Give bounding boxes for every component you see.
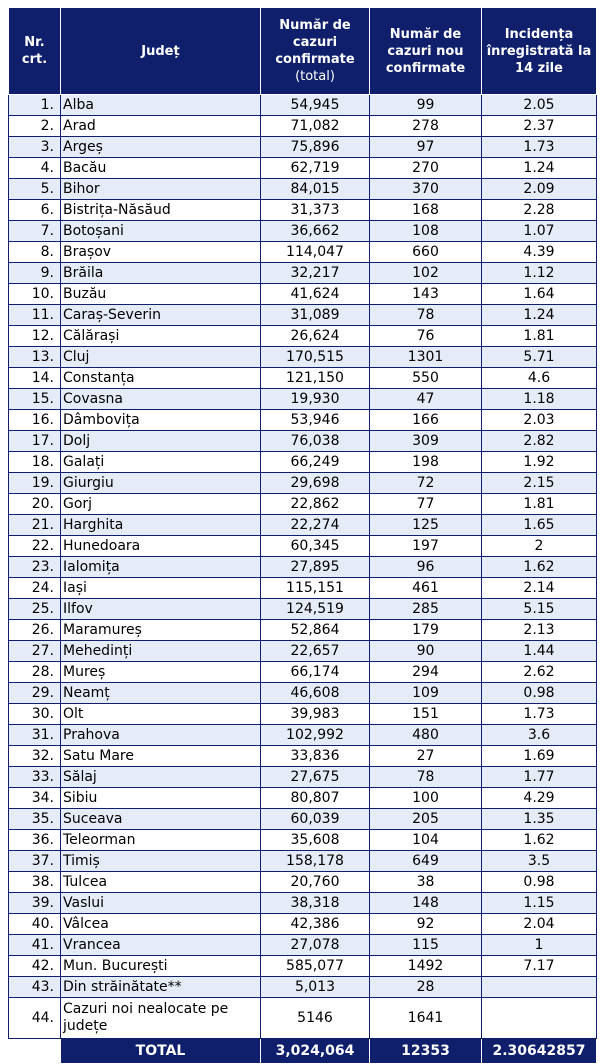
row-nr: 19.: [9, 473, 61, 494]
header-confirmate-sub: (total): [295, 69, 335, 84]
row-nr: 5.: [9, 179, 61, 200]
row-noi: 143: [370, 284, 482, 305]
table-row: [9, 977, 597, 998]
row-total: 5146: [261, 998, 370, 1039]
row-nr: 13.: [9, 347, 61, 368]
row-noi: 90: [370, 641, 482, 662]
row-judet: Bihor: [61, 179, 261, 200]
row-total: 46,608: [261, 683, 370, 704]
row-total: 22,862: [261, 494, 370, 515]
table-row: [9, 998, 597, 1039]
row-total: 31,373: [261, 200, 370, 221]
table-row: [9, 746, 597, 767]
row-nr: 40.: [9, 914, 61, 935]
row-nr: 22.: [9, 536, 61, 557]
table-row: [9, 767, 597, 788]
row-nr: 18.: [9, 452, 61, 473]
row-nr: 8.: [9, 242, 61, 263]
row-noi: 97: [370, 137, 482, 158]
row-judet: Caraș-Severin: [61, 305, 261, 326]
row-incidenta: 2.82: [482, 431, 597, 452]
row-total: 80,807: [261, 788, 370, 809]
row-incidenta: 2.03: [482, 410, 597, 431]
table-row: [9, 452, 597, 473]
total-blank-cell: [9, 1039, 61, 1064]
row-noi: 115: [370, 935, 482, 956]
row-judet: Maramureș: [61, 620, 261, 641]
row-incidenta: 1.15: [482, 893, 597, 914]
row-incidenta: 2.04: [482, 914, 597, 935]
row-nr: 42.: [9, 956, 61, 977]
row-judet: Covasna: [61, 389, 261, 410]
row-nr: 17.: [9, 431, 61, 452]
row-incidenta: 1.62: [482, 830, 597, 851]
row-nr: 32.: [9, 746, 61, 767]
row-total: 39,983: [261, 704, 370, 725]
row-incidenta: 2.15: [482, 473, 597, 494]
row-total: 114,047: [261, 242, 370, 263]
row-total: 41,624: [261, 284, 370, 305]
row-judet: Dolj: [61, 431, 261, 452]
row-noi: 102: [370, 263, 482, 284]
row-noi: 104: [370, 830, 482, 851]
table-row: [9, 683, 597, 704]
row-judet: Gorj: [61, 494, 261, 515]
row-incidenta: 1.24: [482, 305, 597, 326]
row-judet: Brăila: [61, 263, 261, 284]
row-noi: 1492: [370, 956, 482, 977]
row-noi: 480: [370, 725, 482, 746]
row-total: 75,896: [261, 137, 370, 158]
row-total: 60,345: [261, 536, 370, 557]
row-judet: Galați: [61, 452, 261, 473]
table-row: [9, 725, 597, 746]
table-row: [9, 116, 597, 137]
table-row: [9, 368, 597, 389]
row-noi: 38: [370, 872, 482, 893]
table-row: [9, 95, 597, 116]
row-judet: Botoșani: [61, 221, 261, 242]
row-noi: 100: [370, 788, 482, 809]
row-noi: 148: [370, 893, 482, 914]
row-incidenta: 2.13: [482, 620, 597, 641]
row-incidenta: 4.39: [482, 242, 597, 263]
table-row: [9, 704, 597, 725]
header-nr: Nr. crt.: [9, 8, 61, 95]
row-incidenta: 3.6: [482, 725, 597, 746]
table-row: [9, 893, 597, 914]
header-confirmate: [261, 8, 370, 95]
row-total: 32,217: [261, 263, 370, 284]
row-judet: Din străinătate**: [61, 977, 261, 998]
row-incidenta: 2.14: [482, 578, 597, 599]
row-judet: Ilfov: [61, 599, 261, 620]
row-noi: 278: [370, 116, 482, 137]
row-judet: Constanța: [61, 368, 261, 389]
row-judet: Cluj: [61, 347, 261, 368]
row-nr: 33.: [9, 767, 61, 788]
row-total: 170,515: [261, 347, 370, 368]
row-noi: 179: [370, 620, 482, 641]
row-total: 115,151: [261, 578, 370, 599]
row-noi: 461: [370, 578, 482, 599]
row-judet: Satu Mare: [61, 746, 261, 767]
row-judet: Vâlcea: [61, 914, 261, 935]
row-incidenta: 2.09: [482, 179, 597, 200]
row-noi: 168: [370, 200, 482, 221]
row-noi: 660: [370, 242, 482, 263]
table-row: [9, 494, 597, 515]
table-row: [9, 158, 597, 179]
header-confirmate-label: Număr de cazuri confirmate: [275, 18, 355, 67]
row-noi: 77: [370, 494, 482, 515]
row-nr: 34.: [9, 788, 61, 809]
row-noi: 166: [370, 410, 482, 431]
row-noi: 151: [370, 704, 482, 725]
row-noi: 125: [370, 515, 482, 536]
row-nr: 3.: [9, 137, 61, 158]
row-incidenta: 1.65: [482, 515, 597, 536]
covid-cases-table: [8, 7, 597, 1064]
row-judet: Mureș: [61, 662, 261, 683]
row-judet: Giurgiu: [61, 473, 261, 494]
row-incidenta: 2.05: [482, 95, 597, 116]
row-judet: Suceava: [61, 809, 261, 830]
table-row: [9, 788, 597, 809]
row-noi: 28: [370, 977, 482, 998]
row-noi: 550: [370, 368, 482, 389]
row-judet: Ialomița: [61, 557, 261, 578]
table-header-row: [9, 8, 597, 95]
row-noi: 78: [370, 767, 482, 788]
table-row: [9, 956, 597, 977]
header-judet: Județ: [61, 8, 261, 95]
table-row: [9, 347, 597, 368]
row-noi: 109: [370, 683, 482, 704]
header-incidenta: Incidența înregistrată la 14 zile: [482, 8, 597, 95]
row-nr: 9.: [9, 263, 61, 284]
table-row: [9, 263, 597, 284]
total-confirmate: 3,024,064: [261, 1039, 370, 1064]
row-nr: 7.: [9, 221, 61, 242]
row-incidenta: 7.17: [482, 956, 597, 977]
row-incidenta: 1.18: [482, 389, 597, 410]
row-incidenta: 1.64: [482, 284, 597, 305]
row-noi: 47: [370, 389, 482, 410]
table-row: [9, 557, 597, 578]
row-nr: 25.: [9, 599, 61, 620]
row-nr: 30.: [9, 704, 61, 725]
row-nr: 43.: [9, 977, 61, 998]
table-row: [9, 872, 597, 893]
row-total: 35,608: [261, 830, 370, 851]
row-judet: Alba: [61, 95, 261, 116]
row-incidenta: 1: [482, 935, 597, 956]
table-row: [9, 284, 597, 305]
row-noi: 1301: [370, 347, 482, 368]
row-incidenta: 1.73: [482, 137, 597, 158]
table-row: [9, 179, 597, 200]
row-total: 60,039: [261, 809, 370, 830]
table-row: [9, 389, 597, 410]
table-row: [9, 242, 597, 263]
row-nr: 23.: [9, 557, 61, 578]
row-noi: 370: [370, 179, 482, 200]
row-noi: 285: [370, 599, 482, 620]
table-row: [9, 830, 597, 851]
row-total: 54,945: [261, 95, 370, 116]
row-nr: 15.: [9, 389, 61, 410]
row-noi: 72: [370, 473, 482, 494]
row-incidenta: 2.28: [482, 200, 597, 221]
row-noi: 1641: [370, 998, 482, 1039]
row-nr: 27.: [9, 641, 61, 662]
row-total: 62,719: [261, 158, 370, 179]
table-row: [9, 515, 597, 536]
row-judet: Argeș: [61, 137, 261, 158]
row-total: 52,864: [261, 620, 370, 641]
table-row: [9, 305, 597, 326]
row-judet: Buzău: [61, 284, 261, 305]
row-nr: 28.: [9, 662, 61, 683]
row-noi: 92: [370, 914, 482, 935]
row-noi: 197: [370, 536, 482, 557]
row-nr: 35.: [9, 809, 61, 830]
row-total: 22,657: [261, 641, 370, 662]
row-incidenta: 3.5: [482, 851, 597, 872]
table-row: [9, 641, 597, 662]
row-total: 71,082: [261, 116, 370, 137]
total-incidenta: 2.30642857: [482, 1039, 597, 1064]
table-row: [9, 578, 597, 599]
row-judet: Teleorman: [61, 830, 261, 851]
row-nr: 10.: [9, 284, 61, 305]
table-row: [9, 221, 597, 242]
row-judet: Bacău: [61, 158, 261, 179]
row-incidenta: 0.98: [482, 872, 597, 893]
row-judet: Cazuri noi nealocate pe județe: [61, 998, 261, 1039]
row-total: 36,662: [261, 221, 370, 242]
row-incidenta: 4.29: [482, 788, 597, 809]
row-total: 27,078: [261, 935, 370, 956]
row-incidenta: 1.92: [482, 452, 597, 473]
row-nr: 1.: [9, 95, 61, 116]
row-total: 66,174: [261, 662, 370, 683]
row-total: 33,836: [261, 746, 370, 767]
row-nr: 24.: [9, 578, 61, 599]
row-incidenta: 1.35: [482, 809, 597, 830]
row-nr: 41.: [9, 935, 61, 956]
row-noi: 198: [370, 452, 482, 473]
row-nr: 36.: [9, 830, 61, 851]
row-incidenta: 4.6: [482, 368, 597, 389]
table-row: [9, 410, 597, 431]
row-nr: 37.: [9, 851, 61, 872]
row-judet: Sălaj: [61, 767, 261, 788]
row-noi: 99: [370, 95, 482, 116]
row-nr: 29.: [9, 683, 61, 704]
table-row: [9, 431, 597, 452]
row-total: 66,249: [261, 452, 370, 473]
row-noi: 76: [370, 326, 482, 347]
row-incidenta: 0.98: [482, 683, 597, 704]
table-row: [9, 536, 597, 557]
table-row: [9, 200, 597, 221]
row-judet: Olt: [61, 704, 261, 725]
row-nr: 31.: [9, 725, 61, 746]
row-total: 158,178: [261, 851, 370, 872]
row-total: 27,895: [261, 557, 370, 578]
row-judet: Hunedoara: [61, 536, 261, 557]
table-row: [9, 914, 597, 935]
row-incidenta: 2.62: [482, 662, 597, 683]
total-row: [9, 1039, 597, 1064]
row-judet: Neamț: [61, 683, 261, 704]
row-judet: Vrancea: [61, 935, 261, 956]
row-judet: Harghita: [61, 515, 261, 536]
row-total: 585,077: [261, 956, 370, 977]
row-nr: 26.: [9, 620, 61, 641]
table-row: [9, 809, 597, 830]
total-noi: 12353: [370, 1039, 482, 1064]
total-label: TOTAL: [61, 1039, 261, 1064]
header-noi: Număr de cazuri nou confirmate: [370, 8, 482, 95]
row-total: 121,150: [261, 368, 370, 389]
row-incidenta: [482, 998, 597, 1039]
row-incidenta: 1.07: [482, 221, 597, 242]
row-noi: 309: [370, 431, 482, 452]
table-body: [9, 95, 597, 1039]
row-nr: 21.: [9, 515, 61, 536]
row-noi: 96: [370, 557, 482, 578]
table-row: [9, 662, 597, 683]
row-total: 42,386: [261, 914, 370, 935]
row-judet: Prahova: [61, 725, 261, 746]
row-nr: 38.: [9, 872, 61, 893]
row-nr: 14.: [9, 368, 61, 389]
row-nr: 6.: [9, 200, 61, 221]
row-total: 84,015: [261, 179, 370, 200]
row-total: 27,675: [261, 767, 370, 788]
row-incidenta: 1.62: [482, 557, 597, 578]
row-judet: Mehedinți: [61, 641, 261, 662]
row-noi: 205: [370, 809, 482, 830]
row-judet: Arad: [61, 116, 261, 137]
row-total: 124,519: [261, 599, 370, 620]
row-judet: Dâmbovița: [61, 410, 261, 431]
row-incidenta: 1.24: [482, 158, 597, 179]
row-noi: 270: [370, 158, 482, 179]
row-incidenta: 2: [482, 536, 597, 557]
row-judet: Călărași: [61, 326, 261, 347]
row-incidenta: [482, 977, 597, 998]
row-nr: 12.: [9, 326, 61, 347]
row-incidenta: 1.81: [482, 326, 597, 347]
row-judet: Timiș: [61, 851, 261, 872]
row-nr: 39.: [9, 893, 61, 914]
row-judet: Bistrița-Năsăud: [61, 200, 261, 221]
row-incidenta: 1.69: [482, 746, 597, 767]
row-noi: 294: [370, 662, 482, 683]
table-row: [9, 935, 597, 956]
table-row: [9, 326, 597, 347]
table-row: [9, 599, 597, 620]
row-incidenta: 1.44: [482, 641, 597, 662]
row-incidenta: 1.12: [482, 263, 597, 284]
row-incidenta: 5.15: [482, 599, 597, 620]
row-total: 29,698: [261, 473, 370, 494]
row-nr: 11.: [9, 305, 61, 326]
row-judet: Mun. București: [61, 956, 261, 977]
row-judet: Vaslui: [61, 893, 261, 914]
row-judet: Iași: [61, 578, 261, 599]
row-nr: 2.: [9, 116, 61, 137]
row-total: 38,318: [261, 893, 370, 914]
row-judet: Brașov: [61, 242, 261, 263]
row-total: 102,992: [261, 725, 370, 746]
row-nr: 44.: [9, 998, 61, 1039]
row-total: 26,624: [261, 326, 370, 347]
row-incidenta: 5.71: [482, 347, 597, 368]
row-noi: 108: [370, 221, 482, 242]
row-nr: 4.: [9, 158, 61, 179]
row-total: 19,930: [261, 389, 370, 410]
table-row: [9, 137, 597, 158]
row-judet: Sibiu: [61, 788, 261, 809]
row-noi: 27: [370, 746, 482, 767]
row-total: 53,946: [261, 410, 370, 431]
table-row: [9, 620, 597, 641]
row-incidenta: 1.73: [482, 704, 597, 725]
row-total: 5,013: [261, 977, 370, 998]
row-incidenta: 2.37: [482, 116, 597, 137]
row-total: 76,038: [261, 431, 370, 452]
row-total: 22,274: [261, 515, 370, 536]
row-incidenta: 1.81: [482, 494, 597, 515]
row-total: 31,089: [261, 305, 370, 326]
row-noi: 78: [370, 305, 482, 326]
row-judet: Tulcea: [61, 872, 261, 893]
row-noi: 649: [370, 851, 482, 872]
row-incidenta: 1.77: [482, 767, 597, 788]
row-nr: 16.: [9, 410, 61, 431]
table-row: [9, 473, 597, 494]
row-nr: 20.: [9, 494, 61, 515]
table-row: [9, 851, 597, 872]
row-total: 20,760: [261, 872, 370, 893]
